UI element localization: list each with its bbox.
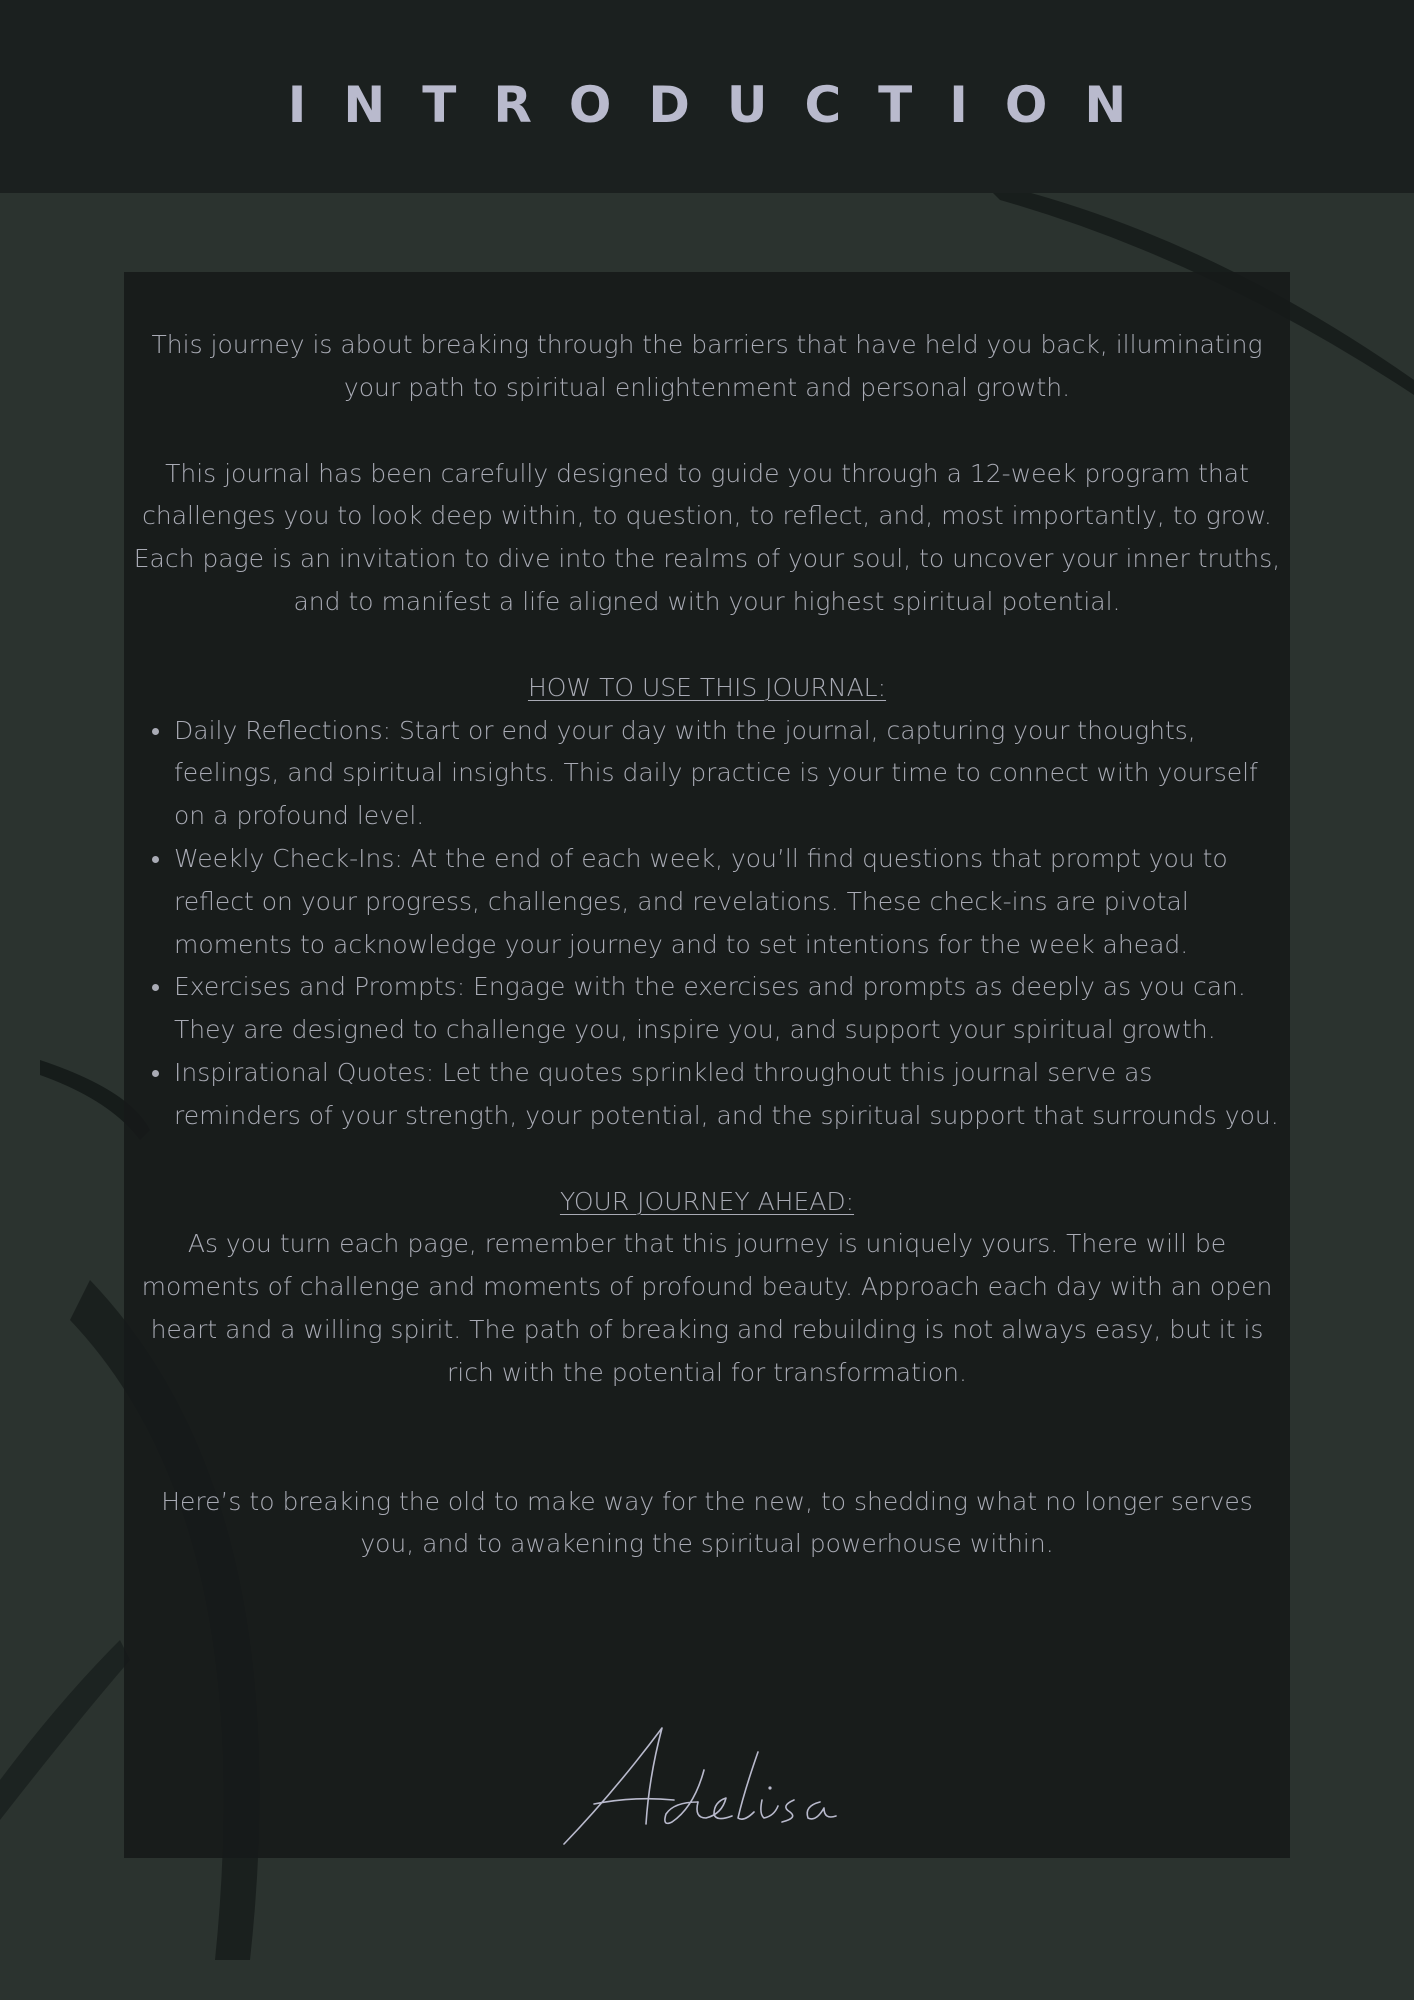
content-body <box>132 324 1282 1566</box>
list-item: Exercises and Prompts: Engage with the exercises and prompts as deeply as you can. They are designed to challenge you, inspire you, and support your spiritual growth. <box>132 966 1282 1052</box>
how-to-use-list <box>132 710 1282 1138</box>
signature <box>554 1722 854 1847</box>
content-panel <box>124 272 1290 1858</box>
page-title: INTRODUCTION <box>287 76 1164 134</box>
intro-paragraph-2: This journal has been carefully designed to guide you through a 12-week program that challenges you to look deep within, to question, to reflect, and, most importantly, to grow. Each page is an invitation to dive into the realms of your soul, to uncover your inner truths, and to manifest a life aligned with your highest spiritual potential. <box>133 458 1281 616</box>
list-item: Weekly Check-Ins: At the end of each week, you’ll find questions that prompt you to reflect on your progress, challenges, and revelations. These check-ins are pivotal moments to acknowledge your journey and to set intentions for the week ahead. <box>132 838 1282 966</box>
spacer <box>132 410 1282 453</box>
brush-stroke-left-3 <box>0 1640 130 1820</box>
how-to-use-heading: HOW TO USE THIS JOURNAL: <box>527 672 887 702</box>
signature-dot <box>768 1786 771 1789</box>
journey-ahead-heading: YOUR JOURNEY AHEAD: <box>559 1186 855 1216</box>
journey-ahead-body: As you turn each page, remember that this journey is uniquely yours. There will be moments of challenge and moments of profound beauty. Approach each day with an open heart and a willing spirit. The path of breaking and rebuilding is not always easy, but it is rich with the potential for transformation. <box>141 1229 1273 1387</box>
closing-text: Here’s to breaking the old to make way for the new, to shedding what no longer serves you, and to awakening the spiritual powerhouse within. <box>161 1486 1253 1559</box>
spacer <box>132 624 1282 667</box>
list-item: Inspirational Quotes: Let the quotes sprinkled throughout this journal serve as reminders of your strength, your potential, and the spiritual support that surrounds you. <box>132 1052 1282 1138</box>
spacer <box>132 1395 1282 1481</box>
spacer <box>132 1138 1282 1181</box>
list-item: Daily Reflections: Start or end your day with the journal, capturing your thoughts, feelings, and spiritual insights. This daily practice is your time to connect with yourself on a profound level. <box>132 710 1282 838</box>
intro-paragraph-1: This journey is about breaking through the barriers that have held you back, illuminating your path to spiritual enlightenment and personal growth. <box>151 330 1263 402</box>
